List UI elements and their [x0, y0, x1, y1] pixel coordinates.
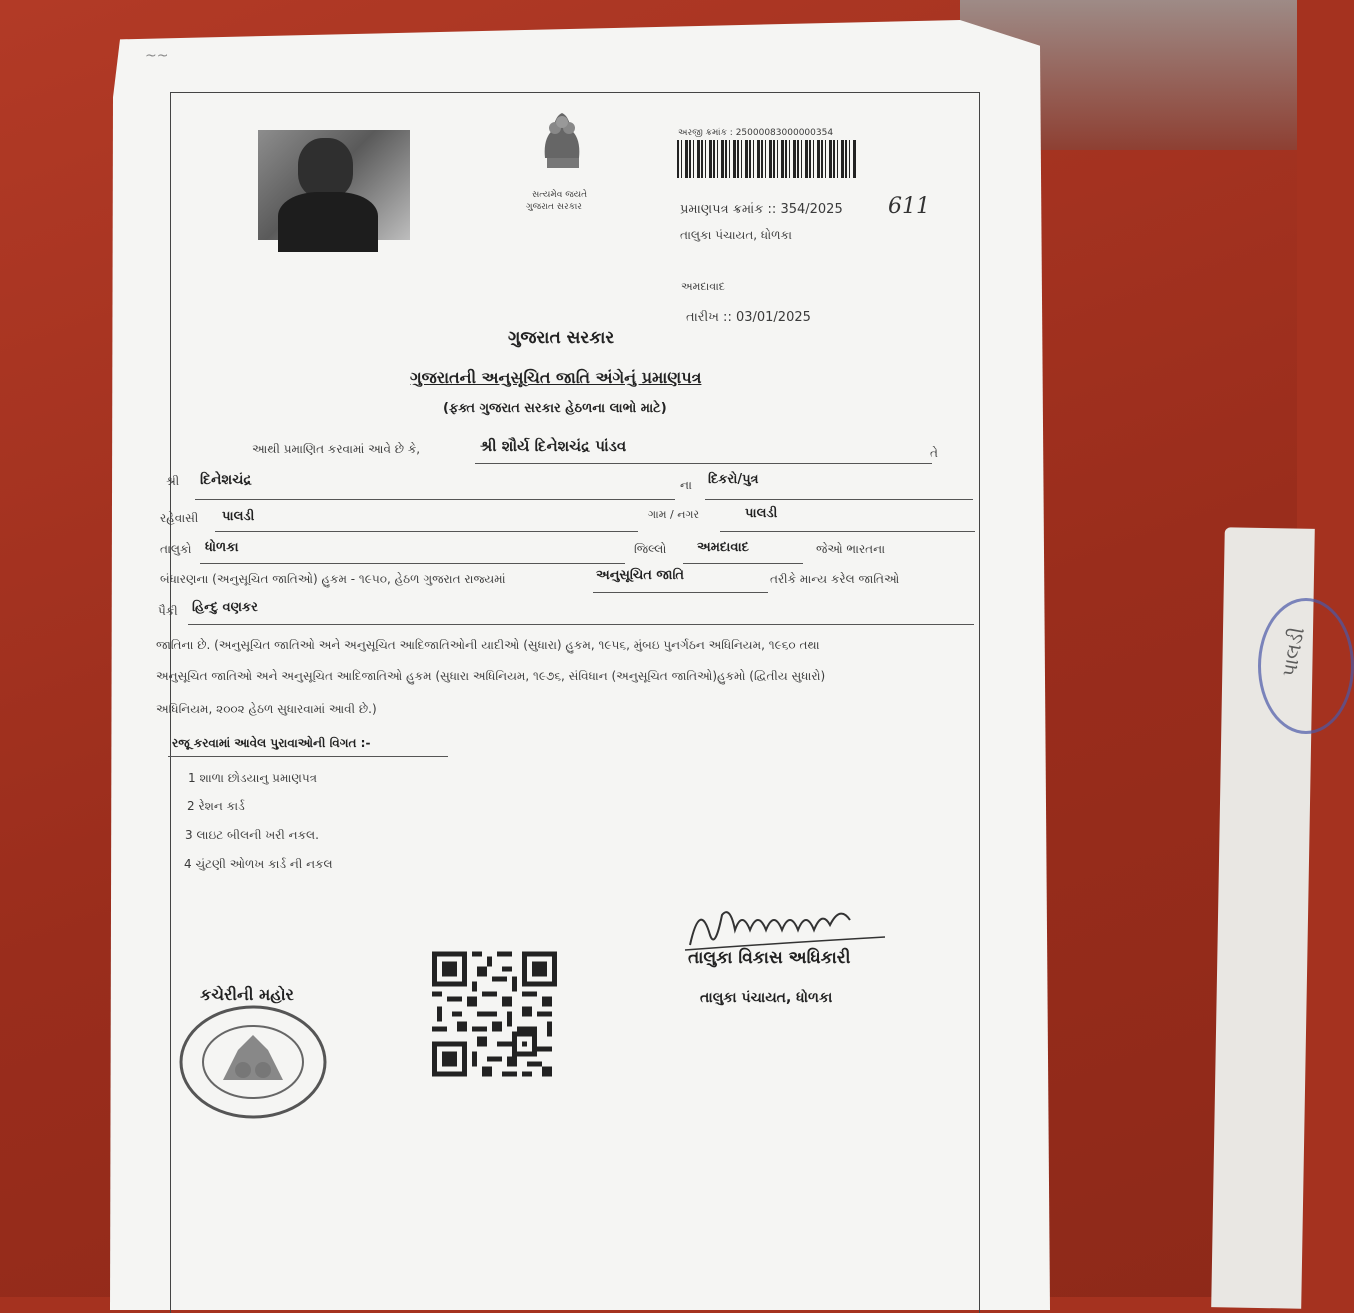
certificate-number: પ્રમાણપત્ર ક્રમાંક :: 354/2025 — [680, 202, 843, 217]
district-label: જિલ્લો — [634, 542, 667, 556]
second-seal-text: પાલડી — [1276, 625, 1309, 679]
photo-body — [278, 192, 378, 252]
applicant-name: શ્રી શૌર્ય દિનેશચંદ્ર પાંડવ — [480, 437, 627, 455]
among-label: પૈકી — [158, 604, 178, 618]
evidence-item: 3 લાઇટ બીલની ખરી નકલ. — [185, 828, 319, 842]
taluka-value: ધોળકા — [205, 540, 239, 555]
district-underline — [683, 563, 803, 564]
certificate-title: ગુજરાતની અનુસૂચિત જાતિ અંગેનું પ્રમાણપત્ર — [410, 368, 702, 387]
applicant-photo — [258, 130, 410, 240]
evidence-item: 4 ચુંટણી ઓળખ કાર્ડ ની નકલ — [184, 857, 333, 871]
na-label: ના — [680, 478, 692, 492]
evidence-heading: રજૂ કરવામાં આવેલ પુરાવાઓની વિગત :- — [172, 736, 371, 750]
constitution-text: બંધારણના (અનુસૂચિત જાતિઓ) હુકમ - ૧૯૫૦, હેઠળ ગુજરાત રાજ્યમાં — [160, 572, 506, 586]
signatory-title: તાલુકા વિકાસ અધિકારી — [688, 948, 851, 968]
signatory-office: તાલુકા પંચાયત, ધોળકા — [700, 990, 833, 1006]
father-underline — [195, 499, 675, 500]
taluka-underline — [200, 563, 625, 564]
office-seal — [178, 1005, 328, 1120]
intro-text: આથી પ્રમાણિત કરવામાં આવે છે કે, — [252, 442, 421, 456]
paragraph-line-2: અનુસૂચિત જાતિઓ અને અનુસૂચિત આદિજાતિઓ હુકમ (સુધારા અધિનિયમ, ૧૯૭૬, સંવિધાન (અનુસૂચિત જાતિઓ)હુકમો (દ્વિતીય સુધારો) — [156, 669, 826, 683]
issue-city: અમદાવાદ — [681, 280, 725, 293]
handwritten-number: 611 — [888, 194, 930, 219]
relation-underline — [705, 499, 973, 500]
issue-date: તારીખ :: 03/01/2025 — [686, 310, 811, 325]
emblem-motto: સત્યમેવ જયતે — [532, 190, 588, 200]
district-value: અમદાવાદ — [697, 540, 749, 555]
village-value: પાલડી — [745, 506, 778, 521]
village-underline — [720, 531, 975, 532]
te-label: તે — [930, 446, 938, 460]
certificate-subtitle: (ફક્ત ગુજરાત સરકાર હેઠળના લાભો માટે) — [443, 401, 667, 416]
resident-label: રહેવાસી — [160, 511, 199, 525]
evidence-item: 2 રેશન કાર્ડ — [187, 799, 245, 813]
state-emblem-icon — [525, 108, 600, 188]
photo-face — [298, 138, 353, 198]
recognized-text: તરીકે માન્ય કરેલ જાતિઓ — [770, 572, 900, 586]
qr-code — [432, 950, 557, 1078]
name-underline — [475, 463, 932, 464]
village-label: ગામ / નગર — [648, 508, 700, 521]
caste-value: હિન્દુ વણકર — [192, 600, 258, 615]
pencil-mark: ~~ — [145, 48, 169, 64]
application-number: અરજી ક્રમાંક : 25000083000000354 — [678, 128, 834, 138]
shri-label: શ્રી — [166, 474, 180, 488]
category-value: અનુસૂચિત જાતિ — [596, 568, 685, 583]
category-underline — [593, 592, 768, 593]
father-name: દિનેશચંદ્ર — [200, 472, 252, 488]
office-seal-label: કચેરીની મહોર — [200, 985, 294, 1004]
resident-underline — [215, 531, 638, 532]
evidence-underline — [168, 756, 448, 757]
issuing-office: તાલુકા પંચાયત, ધોળકા — [680, 228, 792, 242]
resident-value: પાલડી — [222, 509, 255, 524]
caste-underline — [188, 624, 974, 625]
govt-title: ગુજરાત સરકાર — [508, 328, 615, 348]
emblem-govt: ગુજરાત સરકાર — [526, 202, 582, 212]
jeo-label: જેઓ ભારતના — [816, 542, 886, 556]
second-document-seal — [1258, 598, 1354, 734]
paragraph-line-1: જાતિના છે. (અનુસૂચિત જાતિઓ અને અનુસૂચિત આદિજાતિઓની યાદીઓ (સુધારા) હુકમ, ૧૯૫૬, મુંબઇ પુનર્ગઠન અધિનિયમ, ૧૯૬૦ તથા — [156, 638, 820, 652]
barcode — [677, 140, 857, 178]
taluka-label: તાલુકો — [160, 542, 192, 556]
paragraph-line-3: અધિનિયમ, ૨૦૦૨ હેઠળ સુધારવામાં આવી છે.) — [156, 702, 377, 716]
evidence-item: 1 શાળા છોડયાનુ પ્રમાણપત્ર — [188, 771, 317, 785]
relation-value: દિકરો/પુત્ર — [708, 472, 759, 487]
